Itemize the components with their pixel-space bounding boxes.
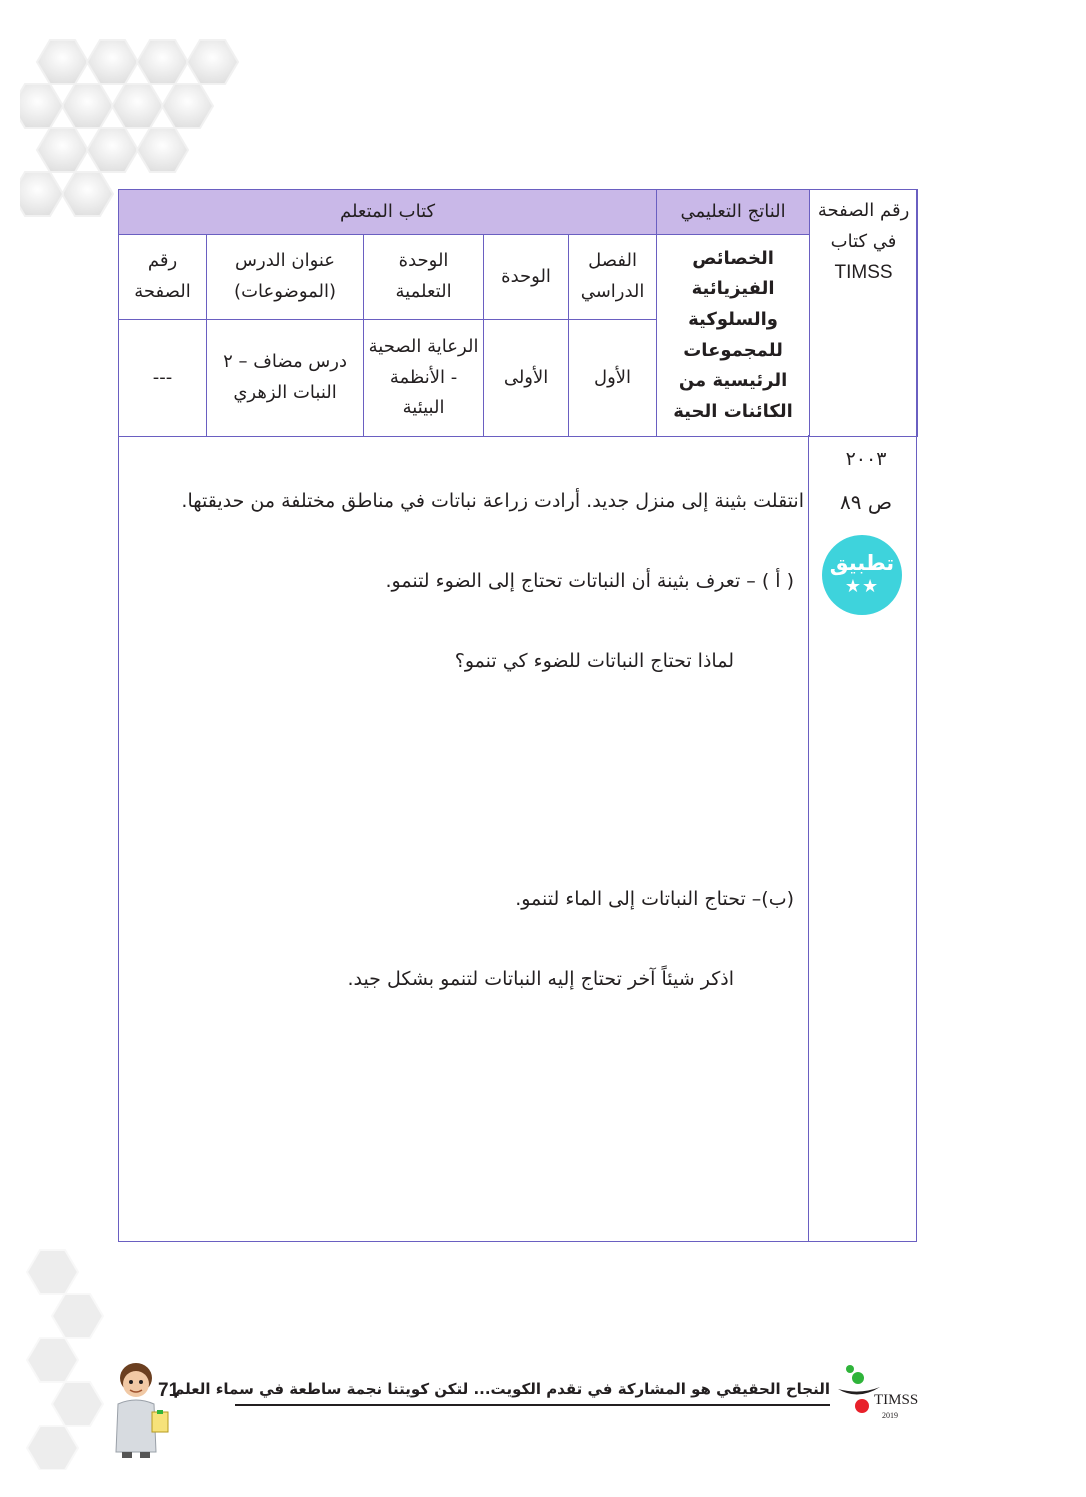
application-badge (822, 535, 902, 615)
column-divider (808, 435, 809, 1242)
timss-book-name: TIMSS (834, 262, 893, 284)
lesson-title-column-header: عنوان الدرس (الموضوعات) (207, 235, 364, 320)
outcome-header: الناتج التعليمي (657, 190, 810, 235)
semester-column-header: الفصل الدراسي (569, 235, 657, 320)
footer-divider (235, 1404, 830, 1406)
unit-column-header: الوحدة (484, 235, 569, 320)
timss-logo-year: 2019 (882, 1411, 898, 1420)
learning-unit-value: الرعاية الصحية - الأنظمة البيئية (364, 320, 484, 437)
student-book-header: كتاب المتعلم (119, 190, 657, 235)
timss-page-title: رقم الصفحة (817, 200, 910, 221)
badge-label: تطبيق (829, 551, 895, 575)
star-icon: ★★ (844, 576, 880, 597)
question-year: ٢٠٠٣ (845, 448, 887, 470)
page-number-value: --- (119, 320, 207, 437)
footer-slogan: النجاح الحقيقي هو المشاركة في تقدم الكويت... لتكن كويتنا نجمة ساطعة في سماء العلم (173, 1380, 830, 1398)
timss-page-sub: في كتاب (830, 230, 897, 252)
question-page-ref: ص ٨٩ (839, 490, 893, 514)
part-a-question: لماذا تحتاج النباتات للضوء كي تنمو؟ (454, 650, 734, 672)
page-number-column-header: رقم الصفحة (119, 235, 207, 320)
part-a-statement: ( أ ) – تعرف بثينة أن النباتات تحتاج إلى الضوء لتنمو. (385, 570, 794, 592)
page-frame (118, 189, 917, 1242)
unit-value: الأولى (484, 320, 569, 437)
mascot-boy-icon (108, 1360, 174, 1460)
question-intro: انتقلت بثينة إلى منزل جديد. أرادت زراعة نباتات في مناطق مختلفة من حديقتها. (181, 490, 804, 512)
timss-logo-text: TIMSS (874, 1392, 919, 1408)
learning-outcome-text: الخصائص الفيزيائية والسلوكية للمجموعات الرئيسية من الكائنات الحية (657, 235, 810, 437)
part-b-question: اذكر شيئاً آخر تحتاج إليه النباتات لتنمو بشكل جيد. (347, 968, 734, 990)
lesson-title-value: درس مضاف – ٢ النبات الزهري (207, 320, 364, 437)
learning-unit-column-header: الوحدة التعلمية (364, 235, 484, 320)
semester-value: الأول (569, 320, 657, 437)
part-b-statement: (ب)– تحتاج النباتات إلى الماء لتنمو. (515, 888, 794, 910)
page-number: 71 (158, 1380, 180, 1401)
